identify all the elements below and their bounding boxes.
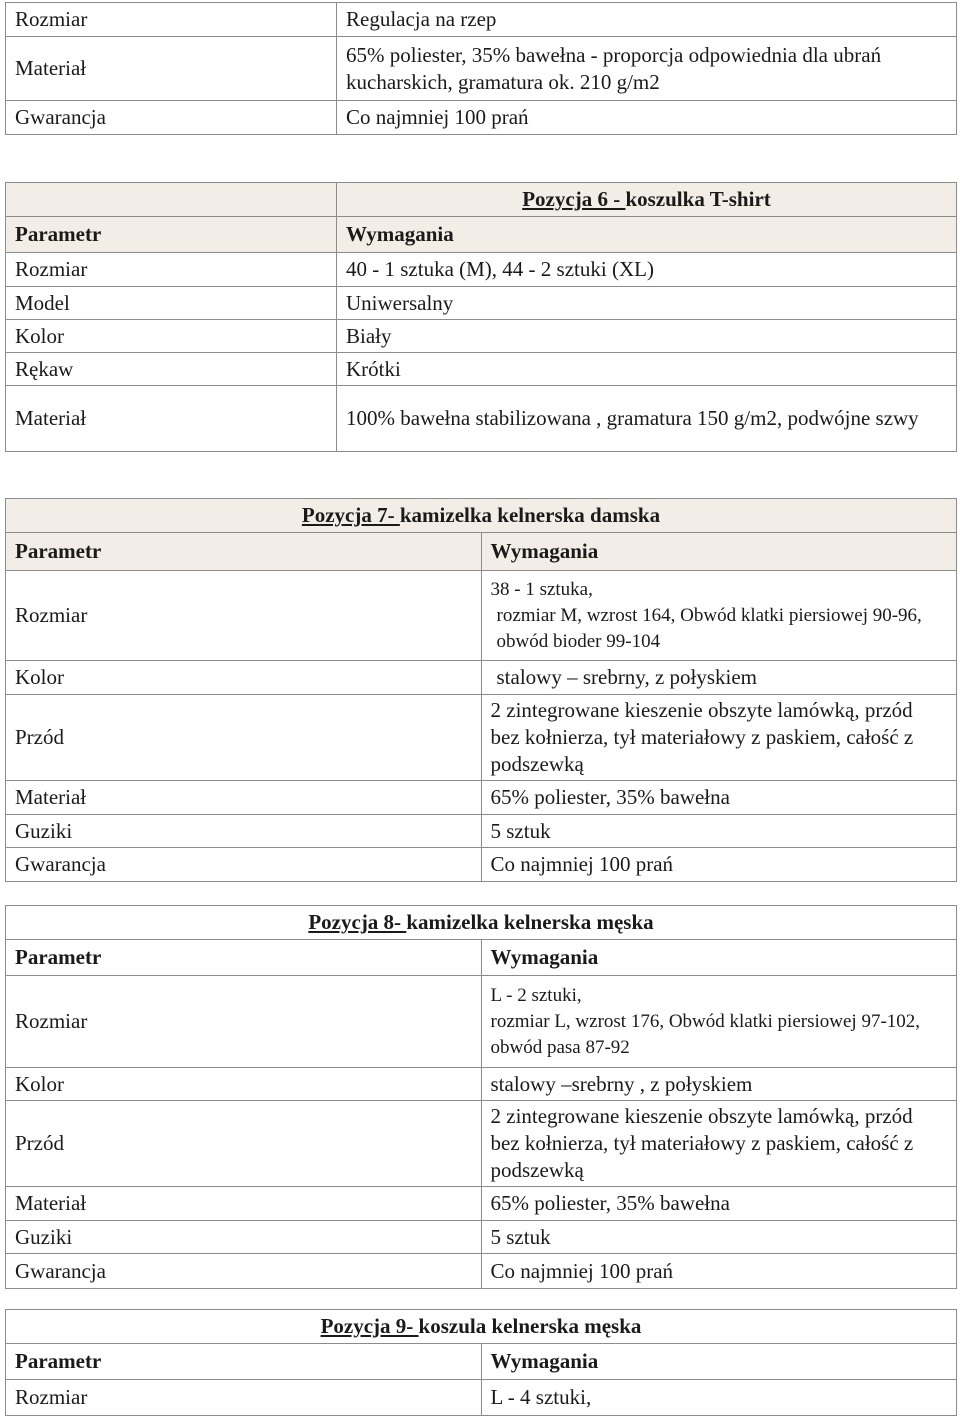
value-cell: 65% poliester, 35% bawełna - proporcja odpowiednia dla ubrań kucharskich, gramatura ok. 210 g/m2 bbox=[337, 37, 957, 101]
title-position: Pozycja 7- bbox=[301, 503, 400, 527]
title-position: Pozycja 6 - bbox=[522, 187, 626, 211]
table-title-row bbox=[6, 1310, 957, 1344]
column-header-row bbox=[6, 940, 957, 976]
column-header-param: Parametr bbox=[6, 217, 337, 253]
table-row bbox=[6, 695, 957, 781]
value-line: 38 - 1 sztuka, bbox=[490, 578, 593, 600]
param-cell: Gwarancja bbox=[6, 848, 482, 882]
param-cell: Materiał bbox=[6, 781, 482, 815]
table-title bbox=[337, 183, 957, 217]
value-cell: 65% poliester, 35% bawełna bbox=[481, 1187, 957, 1221]
column-header-requirements: Wymagania bbox=[337, 217, 957, 253]
column-header-row bbox=[6, 217, 957, 253]
param-cell: Rozmiar bbox=[6, 571, 482, 661]
table-row bbox=[6, 661, 957, 695]
value-cell: 100% bawełna stabilizowana , gramatura 150 g/m2, podwójne szwy bbox=[337, 386, 957, 452]
value-cell: Co najmniej 100 prań bbox=[337, 101, 957, 135]
value-cell: Biały bbox=[337, 320, 957, 353]
title-item: koszulka T-shirt bbox=[625, 187, 771, 211]
title-item: kamizelka kelnerska męska bbox=[406, 910, 654, 934]
table-row bbox=[6, 287, 957, 320]
param-cell: Guziki bbox=[6, 815, 482, 848]
param-cell: Rozmiar bbox=[6, 253, 337, 287]
value-cell: Co najmniej 100 prań bbox=[481, 848, 957, 882]
table-title-row bbox=[6, 183, 957, 217]
title-position: Pozycja 8- bbox=[308, 910, 407, 934]
value-line: L - 2 sztuki, bbox=[490, 984, 582, 1006]
param-cell: Gwarancja bbox=[6, 1254, 482, 1289]
value-cell: 2 zintegrowane kieszenie obszyte lamówką, przód bez kołnierza, tył materiałowy z paskiem, całość z podszewką bbox=[481, 695, 957, 781]
column-header-param: Parametr bbox=[6, 1344, 482, 1380]
value-cell: L - 4 sztuki, bbox=[481, 1380, 957, 1416]
param-cell: Rękaw bbox=[6, 353, 337, 386]
table-row bbox=[6, 353, 957, 386]
title-position: Pozycja 9- bbox=[320, 1314, 419, 1338]
table-row bbox=[6, 386, 957, 452]
table-row bbox=[6, 320, 957, 353]
value-cell: Co najmniej 100 prań bbox=[481, 1254, 957, 1289]
spec-table-position-6 bbox=[5, 182, 957, 452]
table-row bbox=[6, 37, 957, 101]
value-cell: 65% poliester, 35% bawełna bbox=[481, 781, 957, 815]
column-header-requirements: Wymagania bbox=[481, 1344, 957, 1380]
value-cell: 40 - 1 sztuka (M), 44 - 2 sztuki (XL) bbox=[337, 253, 957, 287]
column-header-requirements: Wymagania bbox=[481, 533, 957, 571]
table-row bbox=[6, 101, 957, 135]
param-cell: Przód bbox=[6, 695, 482, 781]
value-cell: Regulacja na rzep bbox=[337, 3, 957, 37]
param-cell: Rozmiar bbox=[6, 976, 482, 1068]
value-line-detail: rozmiar M, wzrost 164, Obwód klatki piersiowej 90-96, obwód bioder 99-104 bbox=[496, 604, 922, 652]
value-cell: stalowy – srebrny, z połyskiem bbox=[481, 661, 957, 695]
column-header-requirements: Wymagania bbox=[481, 940, 957, 976]
param-cell: Guziki bbox=[6, 1221, 482, 1254]
param-cell: Model bbox=[6, 287, 337, 320]
value-cell: Krótki bbox=[337, 353, 957, 386]
table-row bbox=[6, 1068, 957, 1101]
param-cell: Kolor bbox=[6, 661, 482, 695]
value-cell: 2 zintegrowane kieszenie obszyte lamówką, przód bez kołnierza, tył materiałowy z paskiem, całość z podszewką bbox=[481, 1101, 957, 1187]
column-header-row bbox=[6, 533, 957, 571]
table-row bbox=[6, 781, 957, 815]
param-cell: Gwarancja bbox=[6, 101, 337, 135]
spec-table-position-7 bbox=[5, 498, 957, 882]
param-cell: Kolor bbox=[6, 320, 337, 353]
table-row bbox=[6, 253, 957, 287]
value-cell: 5 sztuk bbox=[481, 815, 957, 848]
table-title bbox=[6, 1310, 957, 1344]
spec-table-continued bbox=[5, 2, 957, 135]
column-header-param: Parametr bbox=[6, 533, 482, 571]
empty-cell bbox=[6, 183, 337, 217]
table-row bbox=[6, 976, 957, 1068]
table-row bbox=[6, 1187, 957, 1221]
param-cell: Przód bbox=[6, 1101, 482, 1187]
table-title-row bbox=[6, 906, 957, 940]
table-row bbox=[6, 1254, 957, 1289]
spec-table-position-8 bbox=[5, 905, 957, 1289]
value-cell: 5 sztuk bbox=[481, 1221, 957, 1254]
value-cell: Uniwersalny bbox=[337, 287, 957, 320]
table-title bbox=[6, 499, 957, 533]
param-cell: Rozmiar bbox=[6, 3, 337, 37]
table-row bbox=[6, 815, 957, 848]
param-cell: Kolor bbox=[6, 1068, 482, 1101]
table-row bbox=[6, 1101, 957, 1187]
param-cell: Materiał bbox=[6, 37, 337, 101]
table-row bbox=[6, 571, 957, 661]
table-title bbox=[6, 906, 957, 940]
column-header-param: Parametr bbox=[6, 940, 482, 976]
title-item: koszula kelnerska męska bbox=[418, 1314, 642, 1338]
table-row bbox=[6, 1380, 957, 1416]
column-header-row bbox=[6, 1344, 957, 1380]
param-cell: Rozmiar bbox=[6, 1380, 482, 1416]
param-cell: Materiał bbox=[6, 1187, 482, 1221]
value-cell bbox=[481, 571, 957, 661]
param-cell: Materiał bbox=[6, 386, 337, 452]
value-line-detail: rozmiar L, wzrost 176, Obwód klatki piersiowej 97-102, obwód pasa 87-92 bbox=[490, 1010, 921, 1058]
table-row bbox=[6, 848, 957, 882]
spec-table-position-9 bbox=[5, 1309, 957, 1416]
table-row bbox=[6, 1221, 957, 1254]
value-cell: stalowy –srebrny , z połyskiem bbox=[481, 1068, 957, 1101]
title-item: kamizelka kelnerska damska bbox=[399, 503, 661, 527]
table-row bbox=[6, 3, 957, 37]
value-cell bbox=[481, 976, 957, 1068]
table-title-row bbox=[6, 499, 957, 533]
